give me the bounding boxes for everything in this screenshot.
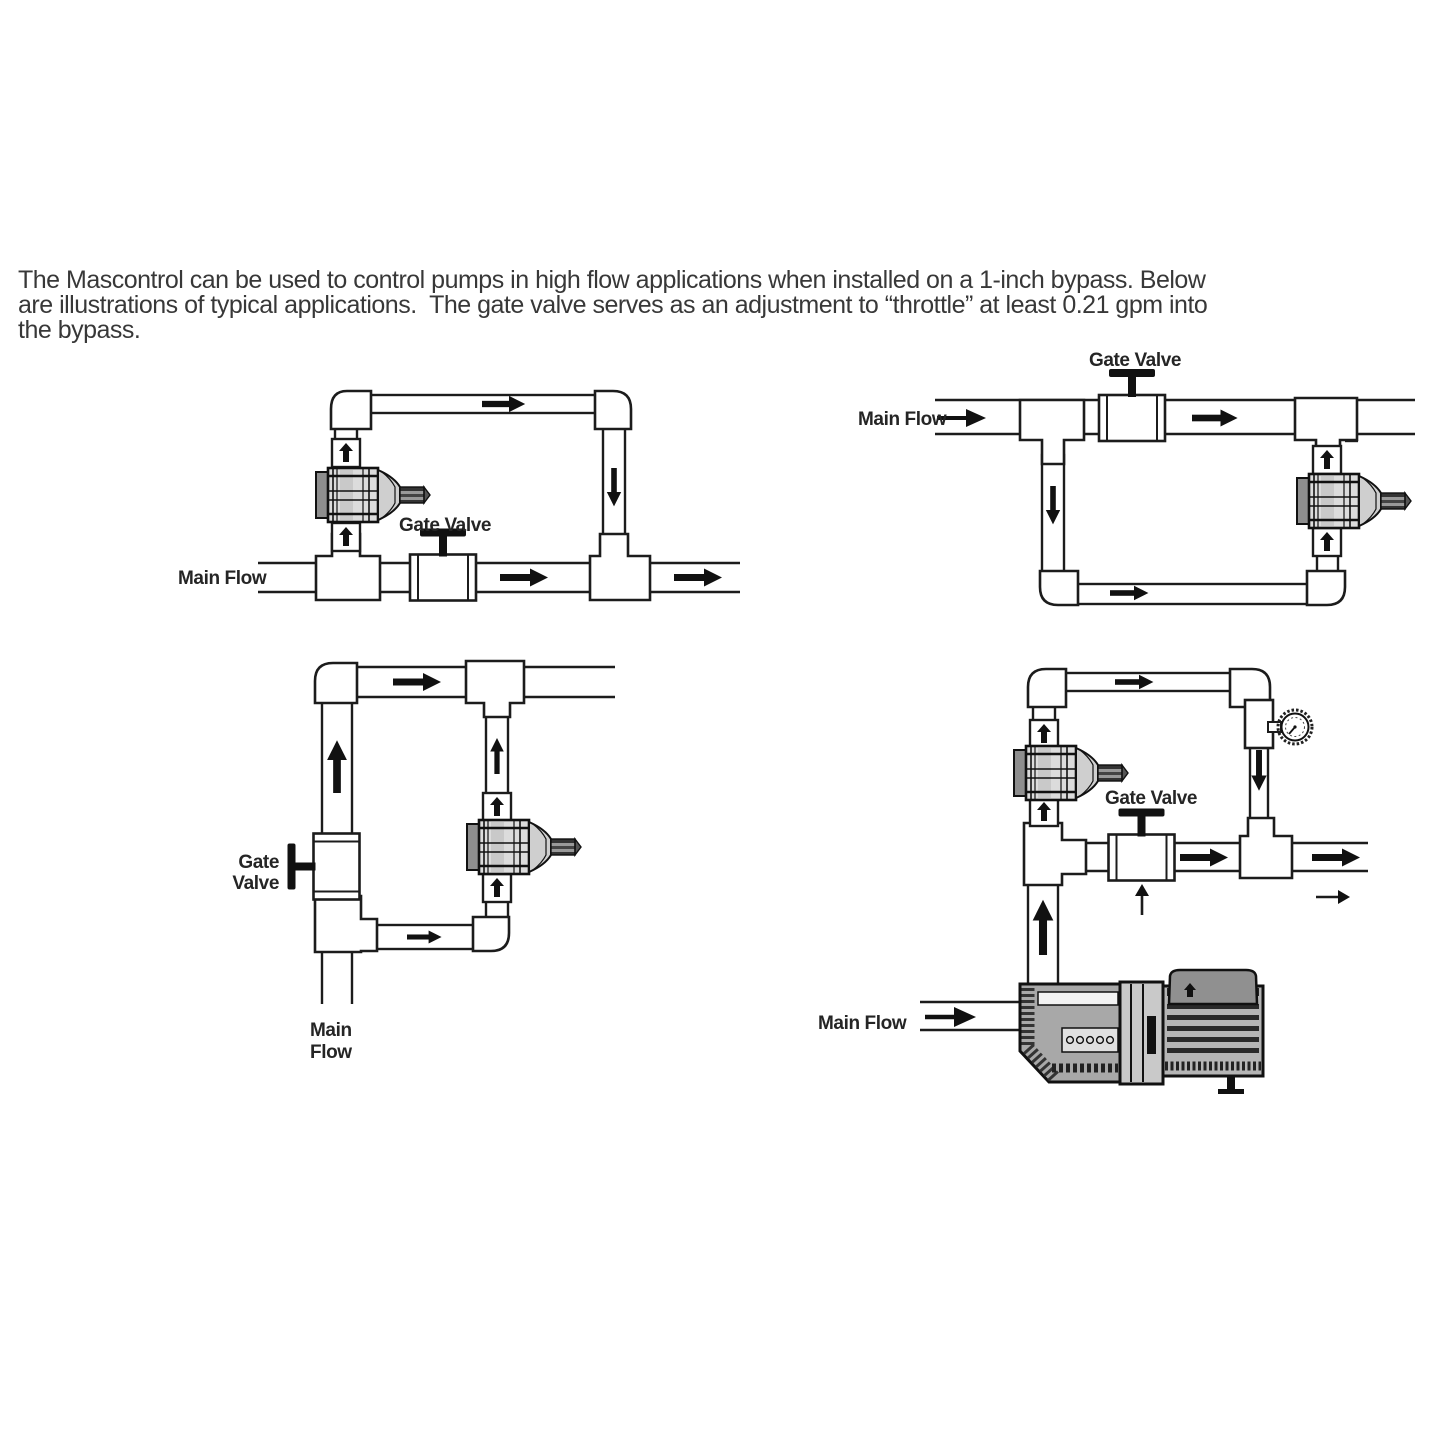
flow-arrow-coupler-icon bbox=[1313, 528, 1341, 556]
gate-valve-label: Gate Valve bbox=[398, 515, 492, 536]
gate-valve-label: Gate Valve bbox=[1088, 350, 1182, 371]
flow-arrow-coupler-icon bbox=[1313, 446, 1341, 474]
elbow-fitting bbox=[315, 663, 357, 703]
flow-arrow-icon bbox=[1316, 890, 1350, 904]
main-flow-label: Main Flow bbox=[818, 1013, 907, 1034]
main-flow-label: Flow bbox=[310, 1042, 352, 1063]
tee-fitting bbox=[315, 896, 377, 952]
mascontrol-device bbox=[316, 468, 430, 522]
gate-valve bbox=[1099, 369, 1165, 441]
diagram-bottom-right bbox=[818, 669, 1368, 1094]
elbow-fitting bbox=[473, 917, 509, 951]
diagram-top-left bbox=[178, 391, 740, 601]
elbow-fitting bbox=[1028, 669, 1066, 707]
flow-arrow-coupler-icon bbox=[483, 874, 511, 902]
gate-valve bbox=[410, 529, 476, 601]
tee-fitting bbox=[1240, 818, 1292, 878]
flow-arrow-coupler-icon bbox=[1030, 798, 1058, 826]
gate-valve-label: Gate Valve bbox=[1104, 788, 1198, 809]
diagram-bottom-left bbox=[232, 661, 615, 1063]
gate-valve-label: Valve bbox=[232, 873, 279, 894]
elbow-fitting bbox=[331, 391, 371, 429]
intro-line: are illustrations of typical applications. The gate valve serves as an adjustment to “throttle” at least 0.21 gpm into bbox=[18, 291, 1208, 319]
diagram-top-right bbox=[858, 350, 1415, 605]
pressure-gauge-icon bbox=[1268, 710, 1312, 744]
gate-valve bbox=[1109, 809, 1175, 881]
elbow-fitting bbox=[1040, 571, 1078, 605]
pump bbox=[1020, 970, 1263, 1094]
main-flow-label: Main bbox=[310, 1020, 352, 1041]
mascontrol-device bbox=[467, 820, 581, 874]
mascontrol-device bbox=[1297, 474, 1411, 528]
intro-line: the bypass. bbox=[18, 316, 141, 344]
main-flow-label: Main Flow bbox=[858, 409, 947, 430]
tee-fitting bbox=[1020, 400, 1084, 464]
gate-valve bbox=[288, 834, 360, 900]
tee-fitting bbox=[466, 661, 524, 717]
gate-valve-label: Gate bbox=[238, 852, 279, 873]
flow-arrow-icon bbox=[1135, 884, 1149, 915]
tee-fitting bbox=[1024, 823, 1086, 885]
elbow-fitting bbox=[1307, 571, 1345, 605]
flow-arrow-coupler-icon bbox=[483, 793, 511, 821]
main-flow-label: Main Flow bbox=[178, 568, 267, 589]
flow-arrow-coupler-icon bbox=[332, 523, 360, 551]
tee-fitting bbox=[590, 534, 650, 600]
intro-line: The Mascontrol can be used to control pumps in high flow applications when installed on a 1-inch bypass. Below bbox=[18, 266, 1206, 294]
flow-arrow-coupler-icon bbox=[1030, 720, 1058, 748]
flow-arrow-coupler-icon bbox=[332, 439, 360, 467]
elbow-fitting bbox=[595, 391, 631, 429]
